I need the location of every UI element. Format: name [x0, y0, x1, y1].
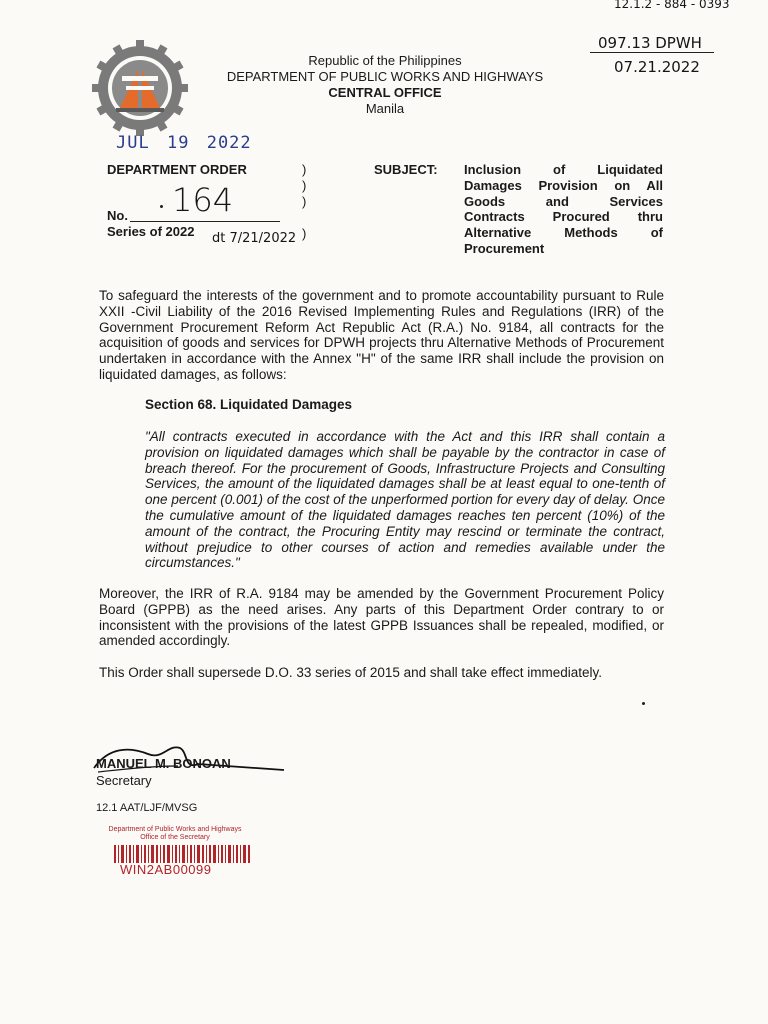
- order-no-line: [130, 221, 280, 222]
- barcode-line1: Department of Public Works and Highways: [108, 826, 242, 833]
- paragraph-amendment: Moreover, the IRR of R.A. 9184 may be amended by the Government Procurement Policy Board (GPPB) as the need arises. Any parts of this Department Order contrary to or inconsistent with the provisions of the latest GPPB Issuances shall be repealed, modified, or amended accordingly.: [99, 586, 664, 649]
- paragraph-intro: To safeguard the interests of the government and to promote accountability pursuant to Rule XXII -Civil Liability of the 2016 Revised Implementing Rules and Regulations (IRR) of the Government Procurement Reform Act Republic Act (R.A.) No. 9184, all contracts for the acquisition of goods and services for DPWH projects thru Alternative Methods of Procurement undertaken in accordance with the Annex "H" of the same IRR shall include the provision on liquidated damages, as follows:: [99, 288, 664, 382]
- stamp-year: 2022: [206, 133, 252, 153]
- subject-line: Goods and Services: [464, 193, 663, 209]
- city-line: Manila: [365, 101, 405, 116]
- receiving-date: 07.21.2022: [614, 58, 700, 76]
- top-right-number: 12.1.2 - 884 - 0393: [614, 0, 730, 11]
- series-label: Series of 2022: [107, 224, 195, 239]
- barcode-id: WIN2AB00099: [120, 862, 212, 877]
- order-no-label: No.: [107, 208, 128, 223]
- barcode: [114, 845, 250, 863]
- order-dot: [160, 205, 163, 208]
- letterhead: [220, 53, 550, 117]
- date-stamp: [116, 133, 252, 153]
- series-paren: ): [302, 226, 307, 241]
- subject-label: SUBJECT:: [374, 162, 438, 177]
- subject-line: Contracts Procured thru: [464, 209, 663, 225]
- reference-initials: 12.1 AAT/LJF/MVSG: [96, 802, 198, 814]
- subject-line: Procurement: [464, 240, 545, 256]
- stamp-day: 19: [166, 133, 190, 153]
- stamp-month: JUL: [116, 133, 150, 153]
- barcode-label: [98, 826, 252, 842]
- section-heading: Section 68. Liquidated Damages: [145, 397, 353, 412]
- dpwh-seal: [92, 40, 188, 136]
- order-number: 164: [172, 181, 234, 219]
- subject-text: [464, 162, 663, 257]
- receiving-code: 097.13 DPWH: [598, 34, 702, 52]
- quoted-provision: "All contracts executed in accordance with the Act and this IRR shall contain a provision on liquidated damages which shall be payable by the contractor in case of breach thereof. For the procurement of Goods, Infrastructure Projects and Consulting Services, the amount of the liquidated damages shall be at least equal to one-tenth of one percent (0.001) of the cost of the unperformed portion for every day of delay. Once the cumulative amount of the liquidated damages reaches ten percent (10%) of the amount of the contract, the Procuring Entity may rescind or terminate the contract, without prejudice to other courses of action and remedies available under the circumstances.": [145, 429, 665, 571]
- signatory-name: MANUEL M. BONOAN: [96, 756, 231, 771]
- paragraph-supersede: This Order shall supersede D.O. 33 series of 2015 and shall take effect immediately.: [99, 665, 603, 680]
- receiving-underline: [590, 52, 714, 53]
- republic-line: Republic of the Philippines: [308, 53, 462, 68]
- order-label: DEPARTMENT ORDER: [107, 162, 247, 177]
- office-line: CENTRAL OFFICE: [328, 85, 442, 100]
- handwritten-date: dt 7/21/2022: [212, 231, 297, 246]
- subject-line: Inclusion of Liquidated: [464, 162, 663, 177]
- stray-mark: [642, 702, 645, 705]
- order-parens: ) ) ): [302, 162, 307, 209]
- barcode-line2: Office of the Secretary: [140, 834, 210, 841]
- subject-line: Alternative Methods of: [464, 225, 663, 241]
- department-line: DEPARTMENT OF PUBLIC WORKS AND HIGHWAYS: [226, 69, 544, 84]
- subject-line: Damages Provision on All: [464, 177, 663, 193]
- signatory-title: Secretary: [96, 773, 152, 788]
